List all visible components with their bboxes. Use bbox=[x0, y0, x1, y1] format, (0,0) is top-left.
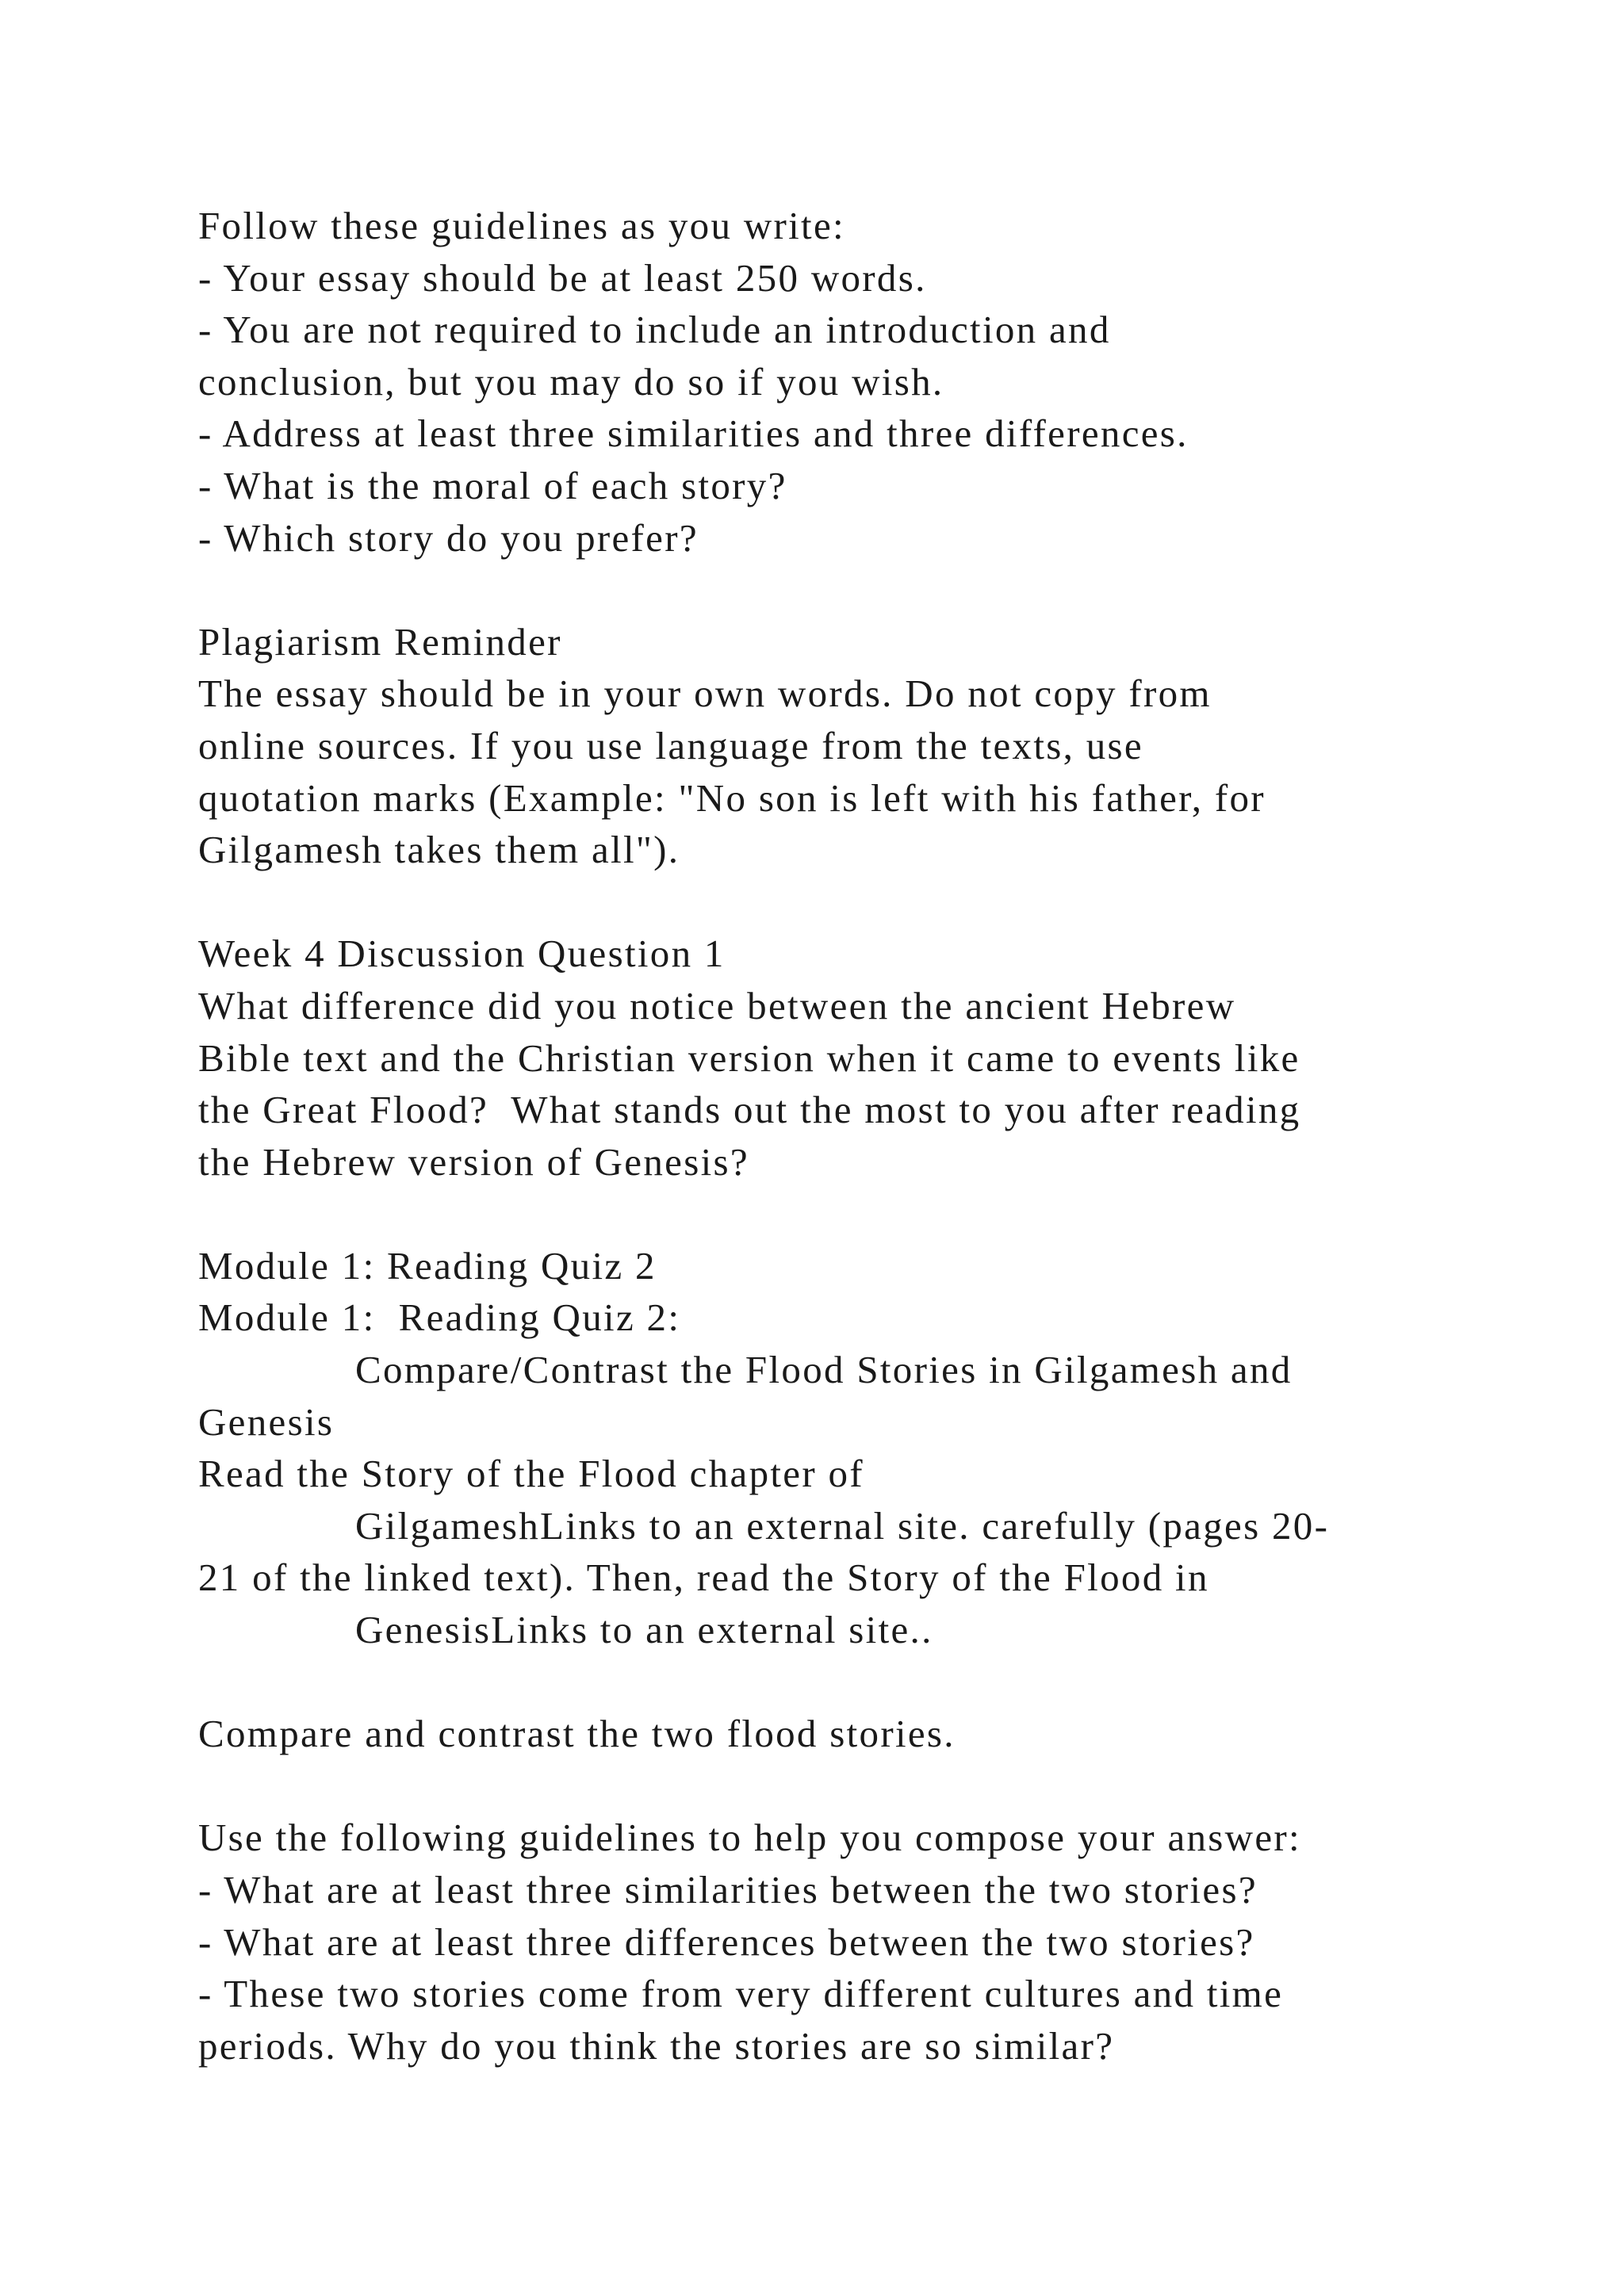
guideline-item: conclusion, but you may do so if you wish. bbox=[198, 359, 944, 404]
module1-heading: Module 1: Reading Quiz 2 bbox=[198, 1243, 657, 1288]
module1-read-line: Read the Story of the Flood chapter of bbox=[198, 1452, 864, 1496]
paragraph-spacer bbox=[198, 564, 1546, 616]
plagiarism-line: The essay should be in your own words. Do not copy from bbox=[198, 672, 1212, 716]
compare-text: Compare and contrast the two flood stories. bbox=[198, 1712, 956, 1756]
week4-heading: Week 4 Discussion Question 1 bbox=[198, 932, 726, 976]
paragraph-spacer bbox=[198, 1656, 1546, 1709]
module1-subheading: Module 1: Reading Quiz 2: bbox=[198, 1295, 681, 1340]
use-guidelines-heading: Use the following guidelines to help you compose your answer: bbox=[198, 1816, 1301, 1860]
paragraph-spacer bbox=[198, 876, 1546, 928]
document-body bbox=[198, 200, 1546, 2072]
genesis-link-line[interactable]: GenesisLinks to an external site.. bbox=[355, 1608, 933, 1652]
guidelines-heading: Follow these guidelines as you write: bbox=[198, 204, 845, 247]
use-guideline-item: - What are at least three similarities between the two stories? bbox=[198, 1868, 1258, 1911]
guideline-item: - What is the moral of each story? bbox=[198, 463, 787, 507]
module1-title-cont: Genesis bbox=[198, 1399, 335, 1444]
guideline-item: - Your essay should be at least 250 words. bbox=[198, 255, 927, 300]
module1-read-line: 21 of the linked text). Then, read the Story of the Flood in bbox=[198, 1556, 1209, 1600]
week4-line: the Hebrew version of Genesis? bbox=[198, 1139, 749, 1184]
paragraph-spacer bbox=[198, 1760, 1546, 1812]
week4-line: the Great Flood? What stands out the most to you after reading bbox=[198, 1088, 1301, 1132]
use-guideline-item: - These two stories come from very different cultures and time bbox=[198, 1972, 1284, 2016]
use-guideline-item: - What are at least three differences between the two stories? bbox=[198, 1919, 1255, 1964]
plagiarism-line: Gilgamesh takes them all"). bbox=[198, 828, 680, 872]
module1-title-line: Compare/Contrast the Flood Stories in Gilgamesh and bbox=[355, 1348, 1293, 1392]
plagiarism-heading: Plagiarism Reminder bbox=[198, 619, 562, 664]
guideline-item: - Address at least three similarities and three differences. bbox=[198, 411, 1189, 456]
guideline-item: - You are not required to include an introduction and bbox=[198, 308, 1111, 352]
week4-line: Bible text and the Christian version when it came to events like bbox=[198, 1035, 1300, 1080]
week4-line: What difference did you notice between the ancient Hebrew bbox=[198, 983, 1236, 1027]
paragraph-spacer bbox=[198, 1188, 1546, 1240]
plagiarism-line: quotation marks (Example: "No son is left with his father, for bbox=[198, 775, 1266, 820]
plagiarism-line: online sources. If you use language from the texts, use bbox=[198, 723, 1143, 767]
use-guideline-item: periods. Why do you think the stories are so similar? bbox=[198, 2023, 1115, 2068]
guideline-item: - Which story do you prefer? bbox=[198, 515, 699, 560]
gilgamesh-link-line[interactable]: GilgameshLinks to an external site. carefully (pages 20- bbox=[355, 1503, 1330, 1548]
